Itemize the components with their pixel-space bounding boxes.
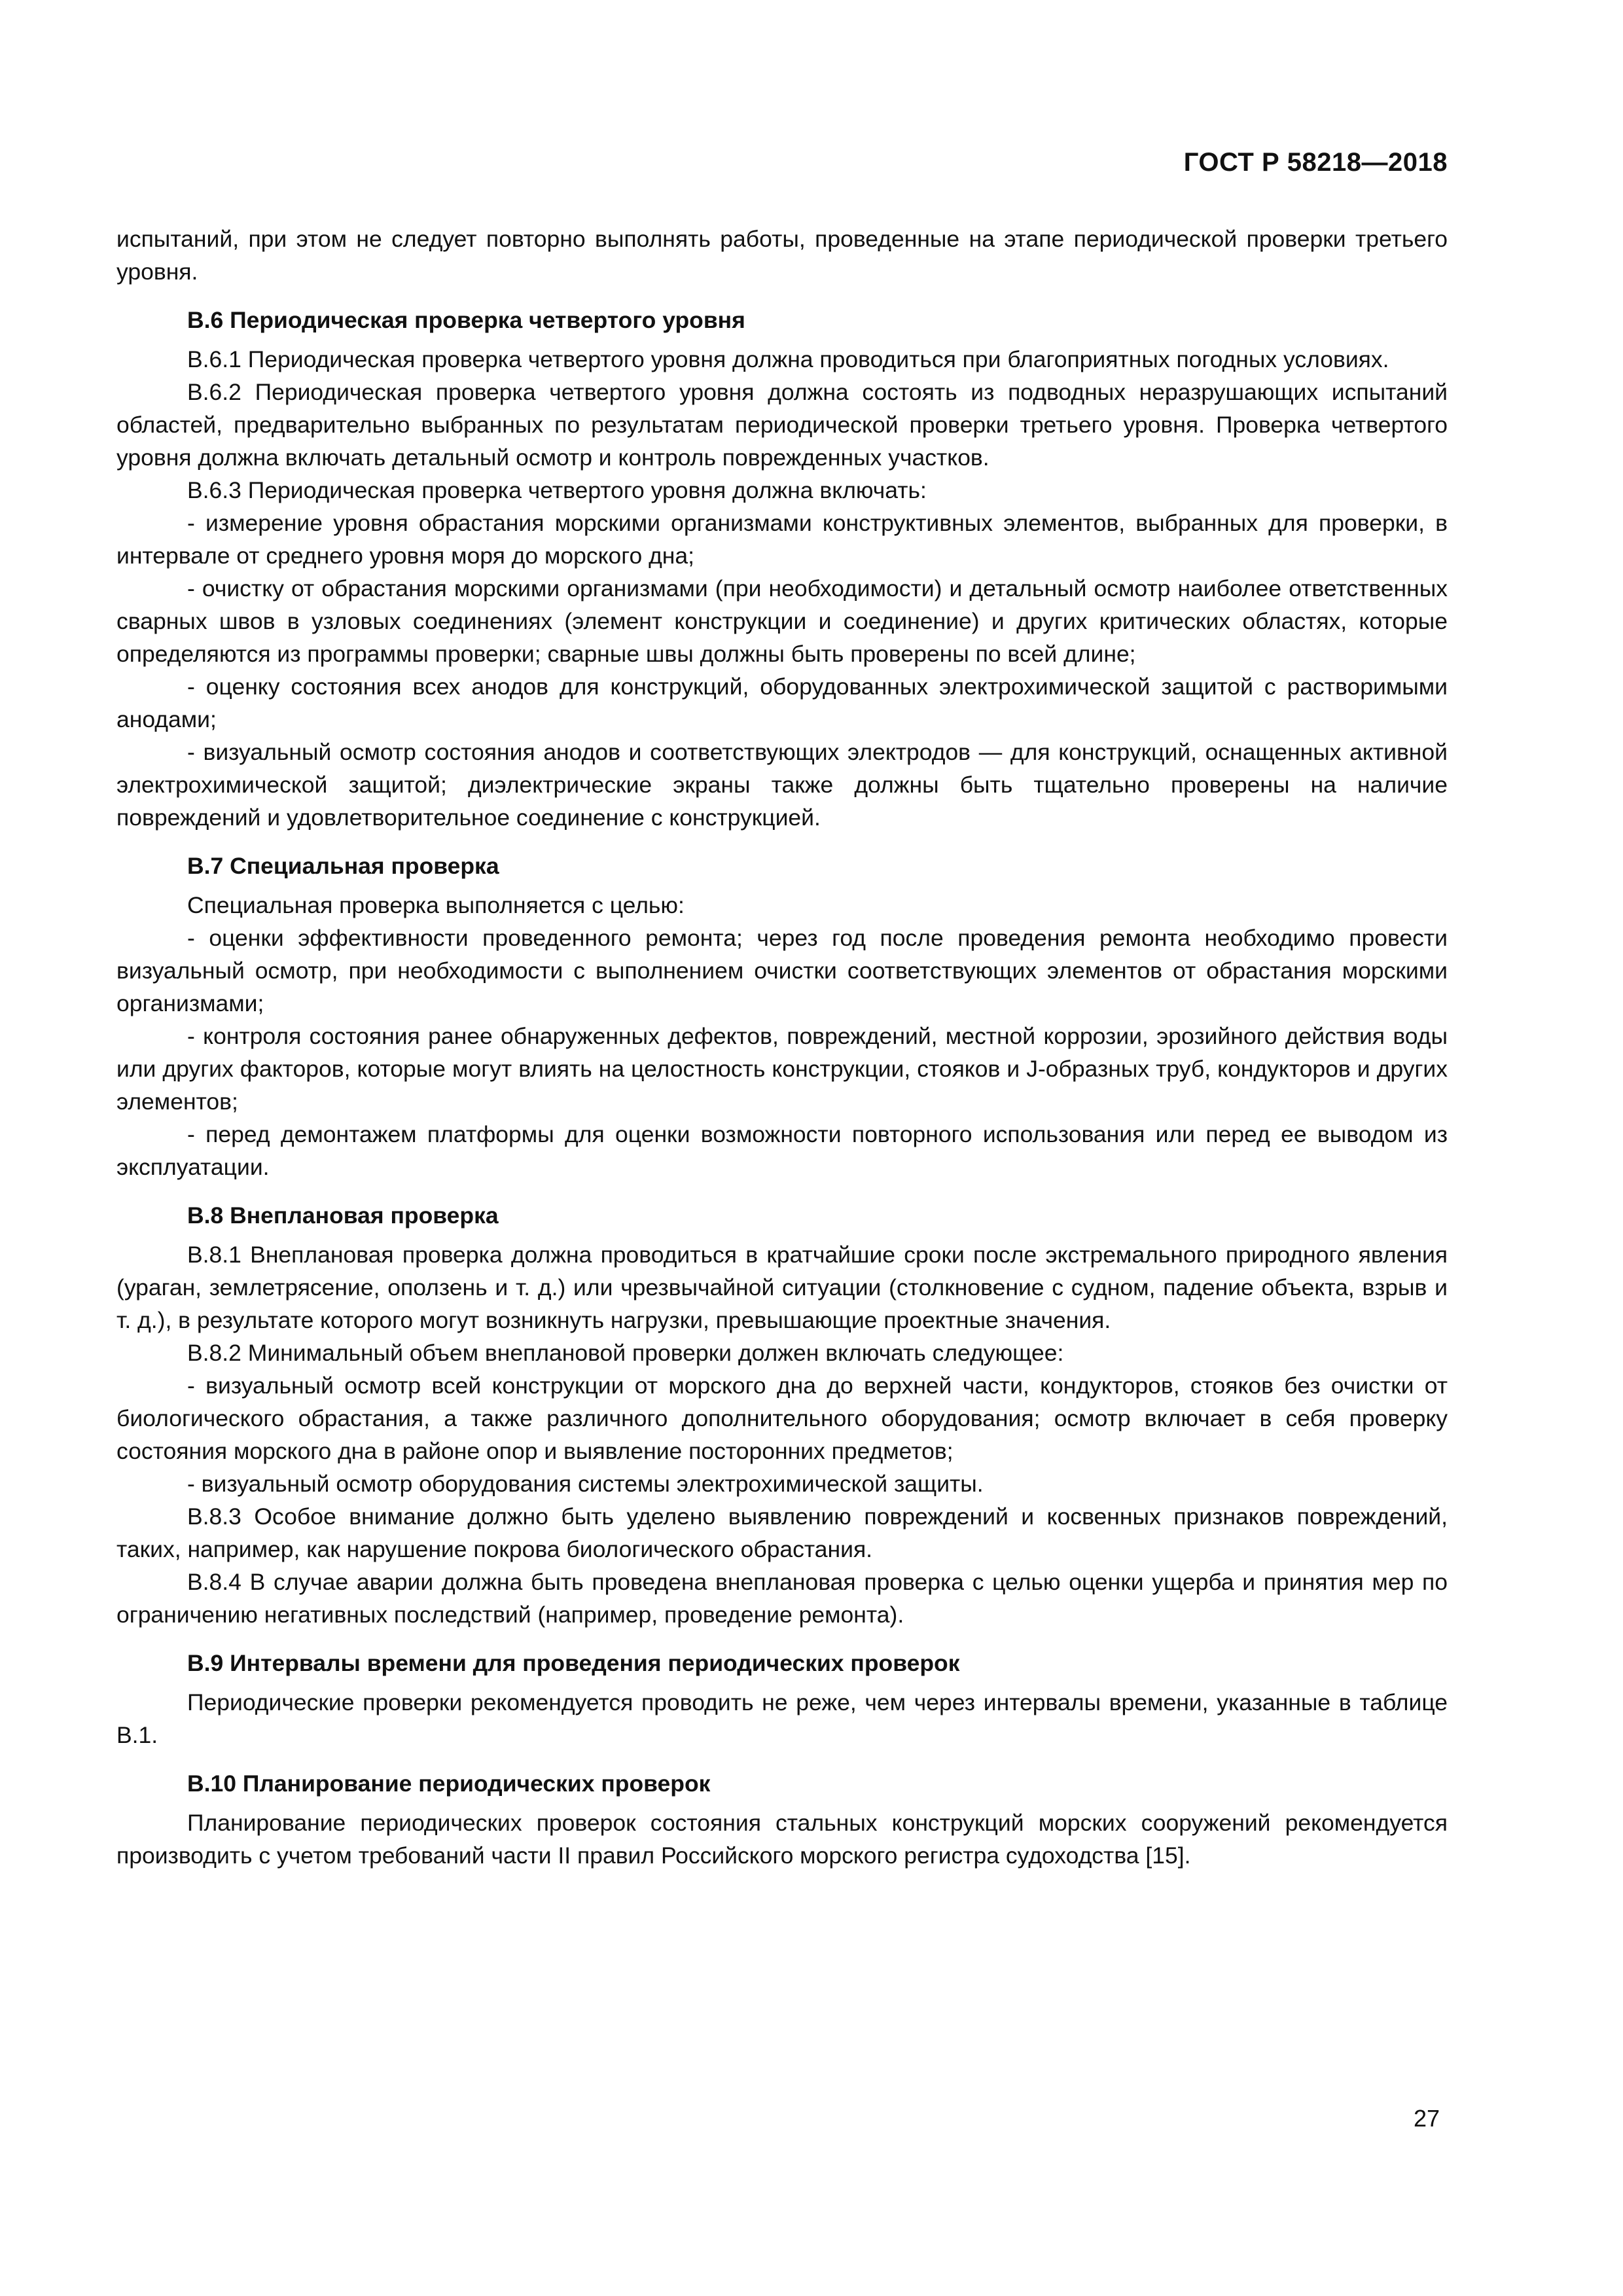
standard-code-header: ГОСТ Р 58218—2018 <box>1183 148 1448 177</box>
section-b6-heading: В.6 Периодическая проверка четвертого уровня <box>187 307 745 333</box>
section-b6-paragraph-1: В.6.1 Периодическая проверка четвертого уровня должна проводиться при благоприятных погодных условиях. <box>187 346 1389 372</box>
section-b9-paragraph-1: Периодические проверки рекомендуется проводить не реже, чем через интервалы времени, указанные в таблице В.1. <box>116 1689 1448 1748</box>
section-b7-list-item: - перед демонтажем платформы для оценки возможности повторного использования или перед ее выводом из эксплуатации. <box>116 1121 1448 1180</box>
section-b8-paragraph-4: В.8.4 В случае аварии должна быть проведена внеплановая проверка с целью оценки ущерба и принятия мер по ограничению негативных последствий (например, проведение ремонта). <box>116 1569 1448 1628</box>
section-b7-list-item: - оценки эффективности проведенного ремонта; через год после проведения ремонта необходимо провести визуальный осмотр, при необходимости с выполнением очистки соответствующих элементов от обрастания морскими организмами; <box>116 925 1448 1016</box>
section-b7-paragraph-1: Специальная проверка выполняется с целью: <box>187 892 685 918</box>
section-b6-list-item: - измерение уровня обрастания морскими организмами конструктивных элементов, выбранных для проверки, в интервале от среднего уровня моря до морского дна; <box>116 510 1448 569</box>
section-b10-heading: В.10 Планирование периодических проверок <box>187 1770 711 1797</box>
document-body <box>116 223 1448 1872</box>
section-b8-heading: В.8 Внеплановая проверка <box>187 1202 499 1229</box>
section-b7-list-item: - контроля состояния ранее обнаруженных дефектов, повреждений, местной коррозии, эрозийного действия воды или других факторов, которые могут влиять на целостность конструкции, стояков и J-образных труб, кондукторов и других элементов; <box>116 1023 1448 1115</box>
intro-paragraph: испытаний, при этом не следует повторно выполнять работы, проведенные на этапе периодической проверки третьего уровня. <box>116 226 1448 285</box>
section-b8-list-item: - визуальный осмотр всей конструкции от морского дна до верхней части, кондукторов, стояков без очистки от биологического обрастания, а также различного дополнительного оборудования; осмотр включает в себя проверку состояния морского дна в районе опор и выявление посторонних предметов; <box>116 1372 1448 1464</box>
section-b6-paragraph-3: В.6.3 Периодическая проверка четвертого уровня должна включать: <box>187 477 927 503</box>
section-b10-paragraph-1: Планирование периодических проверок состояния стальных конструкций морских сооружений рекомендуется производить с учетом требований части II правил Российского морского регистра судоходства [15]. <box>116 1810 1448 1869</box>
section-b8-paragraph-3: В.8.3 Особое внимание должно быть уделено выявлению повреждений и косвенных признаков повреждений, таких, например, как нарушение покрова биологического обрастания. <box>116 1503 1448 1562</box>
section-b7-heading: В.7 Специальная проверка <box>187 853 499 879</box>
section-b8-paragraph-1: В.8.1 Внеплановая проверка должна проводиться в кратчайшие сроки после экстремального природного явления (ураган, землетрясение, оползень и т. д.) или чрезвычайной ситуации (столкновение с судном, падение объекта, взрыв и т. д.), в результате которого могут возникнуть нагрузки, превышающие проектные значения. <box>116 1242 1448 1333</box>
section-b6-list-item: - визуальный осмотр состояния анодов и соответствующих электродов — для конструкций, оснащенных активной электрохимической защитой; диэлектрические экраны также должны быть тщательно проверены на наличие повреждений и удовлетворительное соединение с конструкцией. <box>116 739 1448 831</box>
section-b6-list-item: - очистку от обрастания морскими организмами (при необходимости) и детальный осмотр наиболее ответственных сварных швов в узловых соединениях (элемент конструкции и соединение) и других критических областях, которые определяются из программы проверки; сварные швы должны быть проверены по всей длине; <box>116 575 1448 667</box>
section-b8-paragraph-2: В.8.2 Минимальный объем внеплановой проверки должен включать следующее: <box>187 1340 1064 1366</box>
section-b8-list-item: - визуальный осмотр оборудования системы электрохимической защиты. <box>187 1471 984 1497</box>
page-number: 27 <box>1413 2105 1440 2132</box>
section-b9-heading: В.9 Интервалы времени для проведения периодических проверок <box>187 1650 960 1676</box>
section-b6-list-item: - оценку состояния всех анодов для конструкций, оборудованных электрохимической защитой с растворимыми анодами; <box>116 673 1448 732</box>
section-b6-paragraph-2: В.6.2 Периодическая проверка четвертого уровня должна состоять из подводных неразрушающих испытаний областей, предварительно выбранных по результатам периодической проверки третьего уровня. Проверка четвертого уровня должна включать детальный осмотр и контроль поврежденных участков. <box>116 379 1448 471</box>
